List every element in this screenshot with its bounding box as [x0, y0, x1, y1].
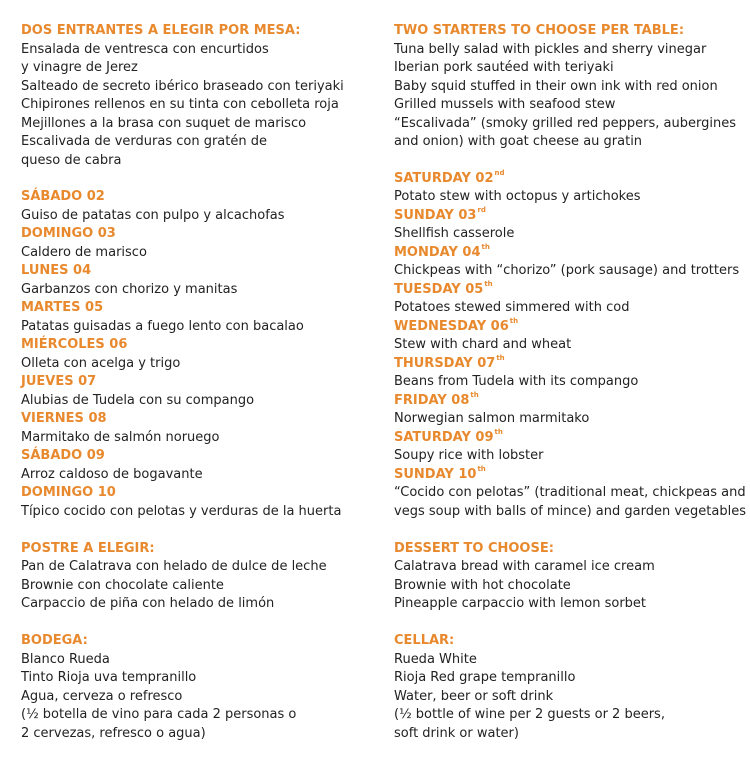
- day-dish-es: Marmitako de salmón noruego: [21, 429, 220, 445]
- starter-line-es: queso de cabra: [21, 152, 122, 168]
- day-label-es: DOMINGO 03: [21, 226, 116, 242]
- day-label-en: [394, 244, 739, 263]
- day-label-en: [394, 392, 739, 411]
- starter-line-en: Iberian pork sautéed with teriyaki: [394, 60, 614, 75]
- day-dish-en: Stew with chard and wheat: [394, 337, 572, 353]
- day-ordinal-suffix: th: [494, 427, 503, 436]
- cellar-line-en: Rueda White: [394, 651, 477, 667]
- cellar-section-en: [394, 632, 739, 743]
- day-ordinal-suffix: th: [477, 464, 486, 473]
- day-dish-en: Norwegian salmon marmitako: [394, 411, 590, 427]
- day-ordinal-suffix: th: [481, 242, 490, 251]
- day-label-en: [394, 318, 739, 337]
- day-dish-en: Beans from Tudela with its compango: [394, 374, 639, 390]
- day-ordinal-suffix: th: [496, 353, 505, 362]
- day-label-text: WEDNESDAY 06: [394, 318, 509, 334]
- day-label-text: THURSDAY 07: [394, 355, 496, 371]
- dessert-line-es: Carpaccio de piña con helado de limón: [21, 596, 275, 612]
- day-label-text: SATURDAY 02: [394, 170, 494, 186]
- day-label-text: MONDAY 04: [394, 244, 481, 260]
- day-dish-en: Potato stew with octopus y artichokes: [394, 189, 641, 205]
- cellar-line-es: (½ botella de vino para cada 2 personas o: [21, 707, 297, 723]
- dessert-line-en: Calatrava bread with caramel ice cream: [394, 559, 655, 575]
- dessert-heading-es: POSTRE A ELEGIR:: [21, 540, 155, 556]
- english-column: [394, 22, 746, 743]
- dessert-line-en: Brownie with hot chocolate: [394, 577, 571, 593]
- cellar-line-en: Rioja Red grape tempranillo: [394, 670, 576, 686]
- day-label-text: SATURDAY 09: [394, 429, 494, 445]
- cellar-line-en: soft drink or water): [394, 725, 519, 741]
- starter-line-en: Baby squid stuffed in their own ink with red onion: [394, 78, 718, 94]
- day-dish-en-continued: vegs soup with balls of mince) and garden vegetables: [394, 503, 746, 519]
- day-ordinal-suffix: rd: [477, 205, 486, 214]
- day-ordinal-suffix: th: [484, 279, 493, 288]
- dessert-section-es: [21, 540, 376, 614]
- day-dish-en: Soupy rice with lobster: [394, 448, 544, 464]
- starter-line-es: Ensalada de ventresca con encurtidos: [21, 41, 269, 57]
- day-label-en: [394, 466, 739, 485]
- day-dish-es: Guiso de patatas con pulpo y alcachofas: [21, 207, 285, 223]
- dessert-line-en: Pineapple carpaccio with lemon sorbet: [394, 596, 647, 612]
- starter-line-en: “Escalivada” (smoky grilled red peppers, aubergines: [394, 115, 736, 131]
- day-dish-es: Patatas guisadas a fuego lento con bacalao: [21, 318, 304, 334]
- spanish-column: [21, 22, 376, 743]
- day-dish-es: Caldero de marisco: [21, 244, 147, 260]
- day-label-es: MARTES 05: [21, 300, 104, 316]
- day-label-en: [394, 170, 739, 189]
- cellar-line-en: (½ bottle of wine per 2 guests or 2 beers,: [394, 707, 665, 723]
- starter-line-es: y vinagre de Jerez: [21, 60, 138, 75]
- cellar-line-es: Agua, cerveza o refresco: [21, 688, 183, 704]
- day-label-es: JUEVES 07: [21, 374, 97, 390]
- dessert-line-es: Pan de Calatrava con helado de dulce de leche: [21, 559, 327, 575]
- day-label-en: [394, 281, 739, 300]
- starters-heading-es: DOS ENTRANTES A ELEGIR POR MESA:: [21, 23, 301, 38]
- days-section-es: [21, 188, 376, 521]
- starter-line-es: Escalivada de verduras con gratén de: [21, 134, 267, 149]
- starter-line-en: and onion) with goat cheese au gratin: [394, 134, 643, 149]
- day-dish-es: Arroz caldoso de bogavante: [21, 466, 203, 482]
- day-dish-en: Shellfish casserole: [394, 226, 515, 242]
- day-label-text: TUESDAY 05: [394, 281, 484, 297]
- day-label-en: [394, 429, 739, 448]
- day-label-es: LUNES 04: [21, 263, 92, 279]
- day-dish-es: Típico cocido con pelotas y verduras de la huerta: [21, 503, 342, 519]
- day-dish-es: Olleta con acelga y trigo: [21, 355, 181, 371]
- day-label-en: [394, 207, 739, 226]
- day-label-es: SÁBADO 09: [21, 448, 105, 464]
- starter-line-en: Grilled mussels with seafood stew: [394, 97, 616, 112]
- starters-section-en: [394, 22, 739, 152]
- cellar-line-es: 2 cervezas, refresco o agua): [21, 725, 206, 741]
- day-label-en: [394, 355, 739, 374]
- day-label-text: FRIDAY 08: [394, 392, 470, 408]
- starter-line-en: Tuna belly salad with pickles and sherry vinegar: [394, 41, 707, 57]
- day-label-text: SUNDAY 10: [394, 466, 477, 482]
- day-dish-es: Garbanzos con chorizo y manitas: [21, 281, 238, 297]
- cellar-line-es: Tinto Rioja uva tempranillo: [21, 670, 197, 686]
- day-dish-en: Potatoes stewed simmered with cod: [394, 300, 630, 316]
- cellar-line-es: Blanco Rueda: [21, 651, 110, 667]
- day-label-es: VIERNES 08: [21, 411, 107, 427]
- day-ordinal-suffix: th: [470, 390, 479, 399]
- starter-line-es: Chipirones rellenos en su tinta con cebolleta roja: [21, 97, 339, 112]
- day-label-es: MIÉRCOLES 06: [21, 337, 128, 353]
- cellar-section-es: [21, 632, 376, 743]
- day-dish-en: “Cocido con pelotas” (traditional meat, chickpeas and: [394, 485, 746, 501]
- day-label-es: SÁBADO 02: [21, 189, 105, 205]
- day-dish-es: Alubias de Tudela con su compango: [21, 392, 255, 408]
- cellar-heading-en: CELLAR:: [394, 633, 455, 649]
- dessert-heading-en: DESSERT TO CHOOSE:: [394, 540, 554, 556]
- day-label-text: SUNDAY 03: [394, 207, 477, 223]
- cellar-heading-es: BODEGA:: [21, 633, 88, 649]
- dessert-line-es: Brownie con chocolate caliente: [21, 577, 224, 593]
- starters-section-es: [21, 22, 376, 170]
- day-ordinal-suffix: nd: [494, 168, 505, 177]
- starters-heading-en: TWO STARTERS TO CHOOSE PER TABLE:: [394, 23, 685, 38]
- days-section-en: [394, 168, 746, 522]
- day-label-es: DOMINGO 10: [21, 485, 116, 501]
- starter-line-es: Mejillones a la brasa con suquet de marisco: [21, 115, 307, 131]
- starter-line-es: Salteado de secreto ibérico braseado con teriyaki: [21, 78, 344, 94]
- cellar-line-en: Water, beer or soft drink: [394, 688, 554, 704]
- day-dish-en: Chickpeas with “chorizo” (pork sausage) and trotters: [394, 263, 740, 279]
- day-ordinal-suffix: th: [509, 316, 519, 325]
- dessert-section-en: [394, 540, 739, 614]
